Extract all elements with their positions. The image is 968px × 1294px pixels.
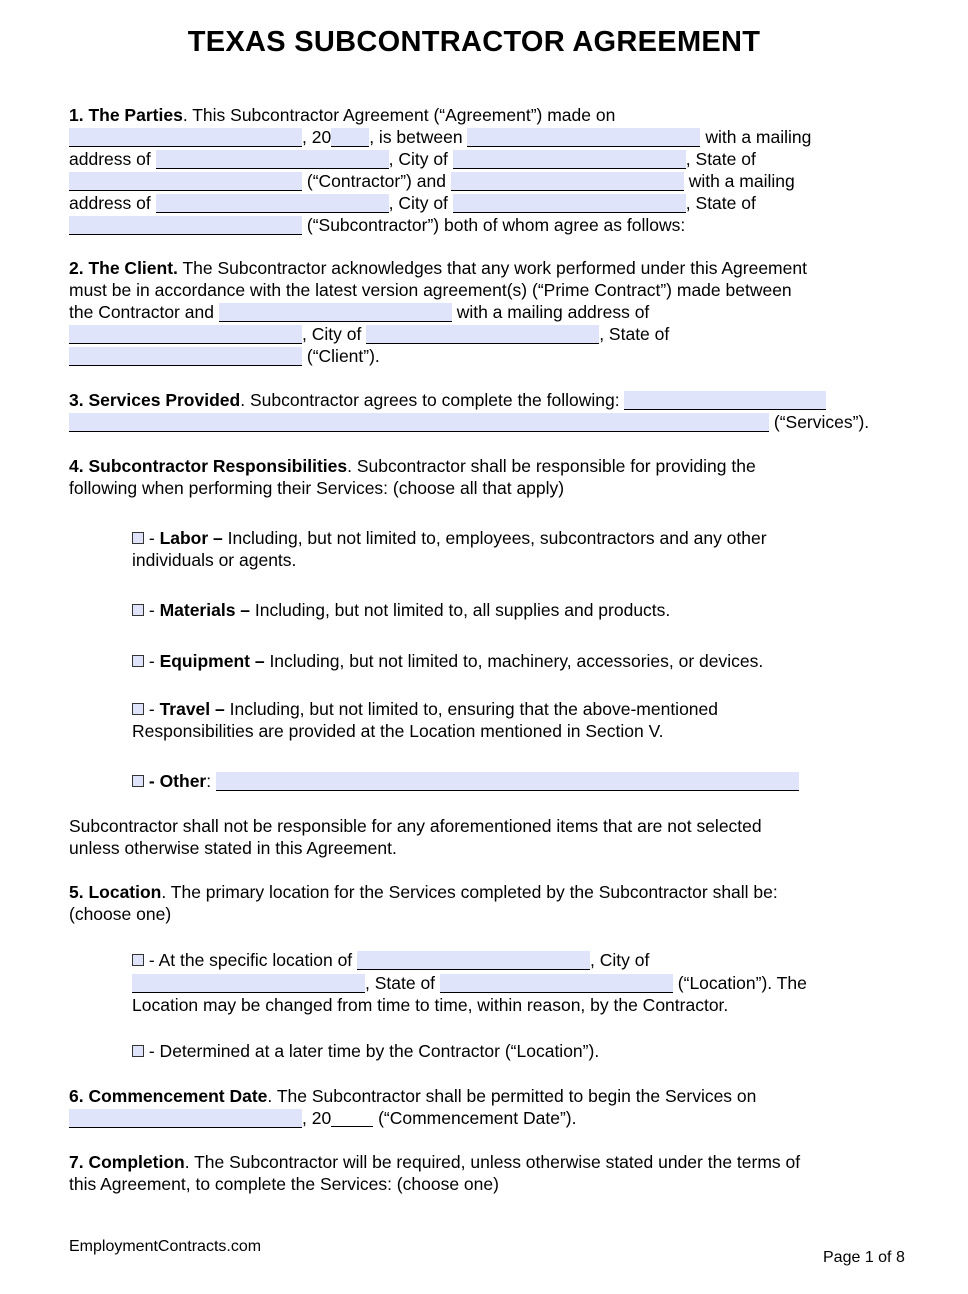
location-option-later: - Determined at a later time by the Contractor (“Location”).: [132, 1040, 599, 1062]
equipment-option: - Equipment – Including, but not limited to, machinery, accessories, or devices.: [132, 650, 763, 672]
location-option-specific: - At the specific location of , City of: [132, 949, 649, 971]
travel-checkbox[interactable]: [132, 703, 144, 715]
services-field-2[interactable]: [69, 413, 769, 432]
commencement-heading: 6. Commencement Date: [69, 1086, 268, 1106]
subcontractor-name-field[interactable]: [451, 172, 684, 191]
parties-line-4: [69, 170, 795, 192]
responsibilities-line-1: 4. Subcontractor Responsibilities. Subcontractor shall be responsible for providing the: [69, 456, 756, 476]
client-heading: 2. The Client.: [69, 258, 178, 278]
other-option: - Other:: [132, 770, 799, 792]
client-line-3: the Contractor and with a mailing address of: [69, 302, 650, 322]
other-checkbox[interactable]: [132, 775, 144, 787]
parties-text: . This Subcontractor Agreement (“Agreement”) made on: [182, 105, 616, 125]
other-field[interactable]: [216, 772, 799, 791]
location-heading: 5. Location: [69, 882, 162, 902]
location-option-line-3: Location may be changed from time to time, within reason, by the Contractor.: [132, 995, 729, 1015]
services-heading: 3. Services Provided: [69, 390, 241, 410]
client-line-2: must be in accordance with the latest version agreement(s) (“Prime Contract”) made between: [69, 280, 792, 300]
agreement-year-field[interactable]: [331, 128, 369, 147]
location-line-2: (choose one): [69, 904, 172, 924]
services-line-1: 3. Services Provided. Subcontractor agrees to complete the following:: [69, 389, 826, 411]
agreement-date-field[interactable]: [69, 128, 302, 147]
city-label: , City of: [388, 149, 448, 169]
state-label: , State of: [685, 149, 756, 169]
location-option-line-2: , State of (“Location”). The: [132, 972, 807, 994]
client-address-field[interactable]: [69, 325, 302, 344]
location-state-field[interactable]: [440, 974, 673, 993]
specific-location-checkbox[interactable]: [132, 954, 144, 966]
labor-option-line-2: individuals or agents.: [132, 550, 297, 570]
other-title: Other: [159, 771, 207, 791]
travel-title: Travel –: [159, 699, 225, 719]
state-label: , State of: [685, 193, 756, 213]
parties-line-2: [69, 126, 811, 148]
contractor-city-field[interactable]: [453, 150, 686, 169]
labor-checkbox[interactable]: [132, 532, 144, 544]
year-prefix: , 20: [302, 127, 332, 147]
materials-title: Materials –: [159, 600, 251, 620]
completion-line-2: this Agreement, to complete the Services: (choose one): [69, 1174, 499, 1194]
labor-title: Labor –: [159, 528, 223, 548]
address-label: address of: [69, 193, 151, 213]
equipment-checkbox[interactable]: [132, 655, 144, 667]
commencement-line-2: , 20 (“Commencement Date”).: [69, 1107, 576, 1129]
page-number: Page 1 of 8: [823, 1249, 905, 1266]
materials-checkbox[interactable]: [132, 604, 144, 616]
travel-option-line-2: Responsibilities are provided at the Location mentioned in Section V.: [132, 721, 664, 741]
client-state-field[interactable]: [69, 347, 302, 366]
footer-website: EmploymentContracts.com: [69, 1238, 262, 1255]
city-label: , City of: [388, 193, 448, 213]
commencement-line-1: 6. Commencement Date. The Subcontractor shall be permitted to begin the Services on: [69, 1086, 757, 1106]
parties-line-3: [69, 148, 756, 170]
contractor-name-field[interactable]: [467, 128, 700, 147]
parties-line-1: [69, 104, 615, 126]
client-name-field[interactable]: [219, 303, 452, 322]
client-line-4: , City of , State of: [69, 323, 669, 345]
mailing-label: with a mailing: [688, 171, 795, 191]
labor-option: - Labor – Including, but not limited to, employees, subcontractors and any other: [132, 527, 767, 549]
parties-heading: 1. The Parties: [69, 105, 183, 125]
client-line-1: 2. The Client. The Subcontractor acknowledges that any work performed under this Agreement: [69, 258, 807, 278]
services-line-2: (“Services”).: [69, 411, 869, 433]
between-label: , is between: [369, 127, 463, 147]
responsibilities-heading: 4. Subcontractor Responsibilities: [69, 456, 348, 476]
client-line-5: (“Client”).: [69, 345, 380, 367]
contractor-state-field[interactable]: [69, 172, 302, 191]
mailing-label: with a mailing: [705, 127, 812, 147]
location-city-field[interactable]: [132, 974, 365, 993]
document-title: TEXAS SUBCONTRACTOR AGREEMENT: [187, 26, 761, 58]
subcontractor-label: (“Subcontractor”) both of whom agree as follows:: [306, 215, 686, 235]
subcontractor-state-field[interactable]: [69, 216, 302, 235]
contractor-label: (“Contractor”) and: [306, 171, 446, 191]
completion-heading: 7. Completion: [69, 1152, 185, 1172]
location-address-field[interactable]: [357, 951, 590, 970]
subcontractor-address-field[interactable]: [156, 194, 389, 213]
parties-line-6: [69, 214, 685, 236]
services-field-1[interactable]: [624, 391, 826, 410]
equipment-title: Equipment –: [159, 651, 265, 671]
address-label: address of: [69, 149, 151, 169]
commencement-date-field[interactable]: [69, 1109, 302, 1128]
responsibilities-line-2: following when performing their Services: (choose all that apply): [69, 478, 565, 498]
materials-option: - Materials – Including, but not limited to, all supplies and products.: [132, 599, 670, 621]
completion-line-1: 7. Completion. The Subcontractor will be required, unless otherwise stated under the terms of: [69, 1152, 801, 1172]
parties-line-5: [69, 192, 756, 214]
subcontractor-city-field[interactable]: [453, 194, 686, 213]
responsibilities-note-1: Subcontractor shall not be responsible for any aforementioned items that are not selected: [69, 816, 762, 836]
later-location-checkbox[interactable]: [132, 1045, 144, 1057]
contractor-address-field[interactable]: [156, 150, 389, 169]
travel-option: - Travel – Including, but not limited to, ensuring that the above-mentioned: [132, 698, 718, 720]
commencement-year-field[interactable]: [331, 1110, 373, 1127]
client-city-field[interactable]: [366, 325, 599, 344]
responsibilities-note-2: unless otherwise stated in this Agreement.: [69, 838, 397, 858]
location-line-1: 5. Location. The primary location for the Services completed by the Subcontractor shall be:: [69, 882, 778, 902]
